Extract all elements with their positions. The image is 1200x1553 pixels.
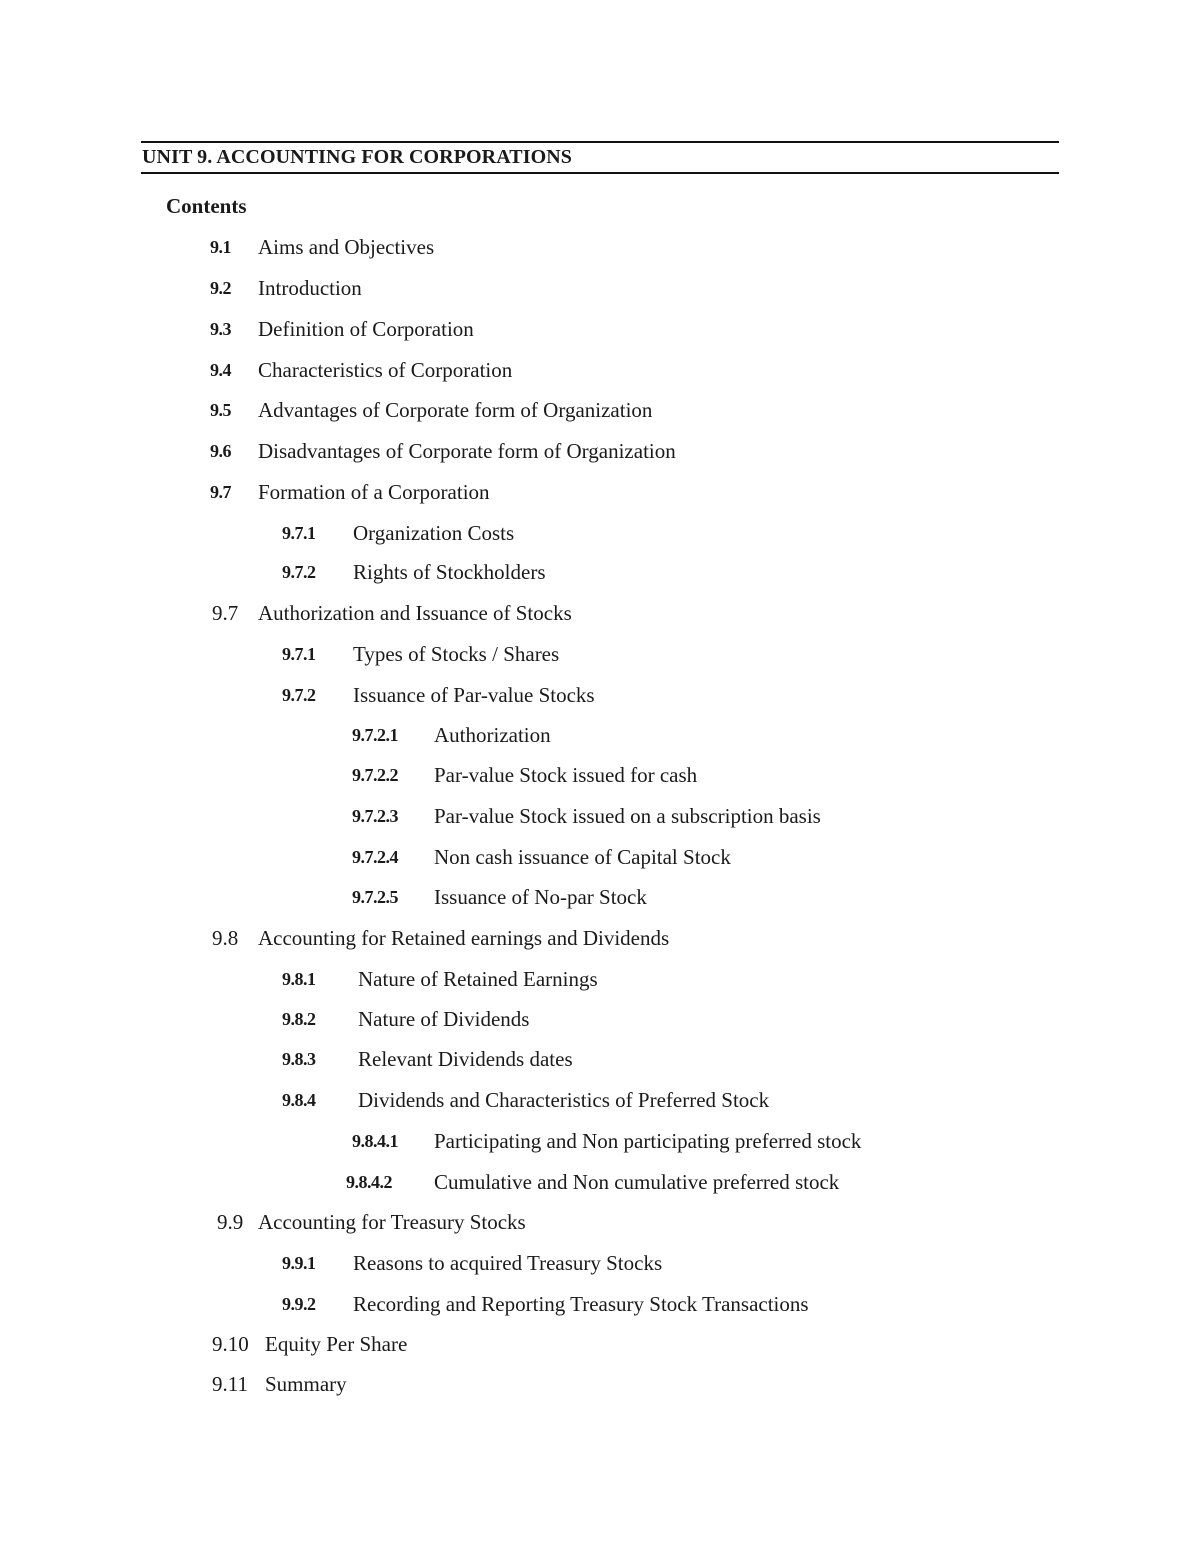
toc-title: Nature of Retained Earnings [358, 967, 598, 991]
toc-title: Par-value Stock issued for cash [434, 763, 698, 787]
toc-title: Par-value Stock issued on a subscription basis [434, 804, 821, 828]
toc-title: Summary [265, 1372, 347, 1396]
toc-number: 9.7.2 [282, 562, 316, 582]
toc-number: 9.8.3 [282, 1049, 316, 1069]
toc-title: Formation of a Corporation [258, 480, 490, 504]
toc-title: Issuance of No-par Stock [434, 885, 647, 909]
toc-number: 9.3 [210, 319, 231, 339]
toc-number: 9.7.2.4 [352, 847, 398, 867]
toc-number: 9.1 [210, 237, 231, 257]
toc-number: 9.7.2 [282, 685, 316, 705]
toc-title: Aims and Objectives [258, 235, 435, 259]
toc-title: Introduction [258, 276, 362, 300]
toc-title: Disadvantages of Corporate form of Organization [258, 439, 676, 463]
toc-number: 9.7.2.2 [352, 765, 398, 785]
toc-title: Organization Costs [353, 521, 515, 545]
toc-number: 9.7 [210, 482, 231, 502]
toc-number: 9.5 [210, 400, 231, 420]
toc-title: Issuance of Par-value Stocks [353, 683, 595, 707]
toc-number: 9.9.2 [282, 1294, 316, 1314]
toc-number: 9.7.2.3 [352, 806, 398, 826]
toc-title: Authorization and Issuance of Stocks [258, 601, 572, 625]
toc-number: 9.8.4.1 [352, 1131, 398, 1151]
toc-number: 9.8 [212, 926, 239, 950]
toc-title: Authorization [434, 723, 551, 747]
toc-number: 9.10 [212, 1332, 249, 1356]
toc-title: Advantages of Corporate form of Organization [258, 398, 653, 422]
toc-number: 9.4 [210, 360, 231, 380]
toc-number: 9.9 [217, 1210, 244, 1234]
toc-title: Equity Per Share [265, 1332, 408, 1356]
toc-title: Definition of Corporation [258, 317, 474, 341]
toc-title: Nature of Dividends [358, 1007, 530, 1031]
toc-title: Accounting for Treasury Stocks [258, 1210, 526, 1234]
toc-number: 9.2 [210, 278, 231, 298]
toc-title: Accounting for Retained earnings and Dividends [258, 926, 670, 950]
toc-number: 9.8.1 [282, 969, 316, 989]
toc-number: 9.6 [210, 441, 231, 461]
toc-number: 9.11 [212, 1372, 248, 1396]
toc-number: 9.7.2.1 [352, 725, 398, 745]
toc-title: Dividends and Characteristics of Preferred Stock [358, 1088, 770, 1112]
toc-title: Characteristics of Corporation [258, 358, 513, 382]
toc-number: 9.7 [212, 601, 239, 625]
toc-title: Recording and Reporting Treasury Stock Transactions [353, 1292, 809, 1316]
toc-title: Reasons to acquired Treasury Stocks [353, 1251, 663, 1275]
toc-number: 9.8.4.2 [346, 1172, 392, 1192]
toc-title: Participating and Non participating preferred stock [434, 1129, 862, 1153]
toc-number: 9.7.1 [282, 644, 316, 664]
toc-title: Rights of Stockholders [353, 560, 546, 584]
toc-title: Relevant Dividends dates [358, 1047, 573, 1071]
toc-number: 9.8.2 [282, 1009, 316, 1029]
toc-number: 9.7.1 [282, 523, 316, 543]
toc-number: 9.7.2.5 [352, 887, 398, 907]
toc-number: 9.8.4 [282, 1090, 316, 1110]
contents-heading: Contents [166, 194, 247, 218]
toc-title: Types of Stocks / Shares [353, 642, 560, 666]
toc-number: 9.9.1 [282, 1253, 316, 1273]
toc-title: Cumulative and Non cumulative preferred stock [434, 1170, 840, 1194]
toc-title: Non cash issuance of Capital Stock [434, 845, 731, 869]
unit-title: UNIT 9. ACCOUNTING FOR CORPORATIONS [142, 146, 573, 168]
